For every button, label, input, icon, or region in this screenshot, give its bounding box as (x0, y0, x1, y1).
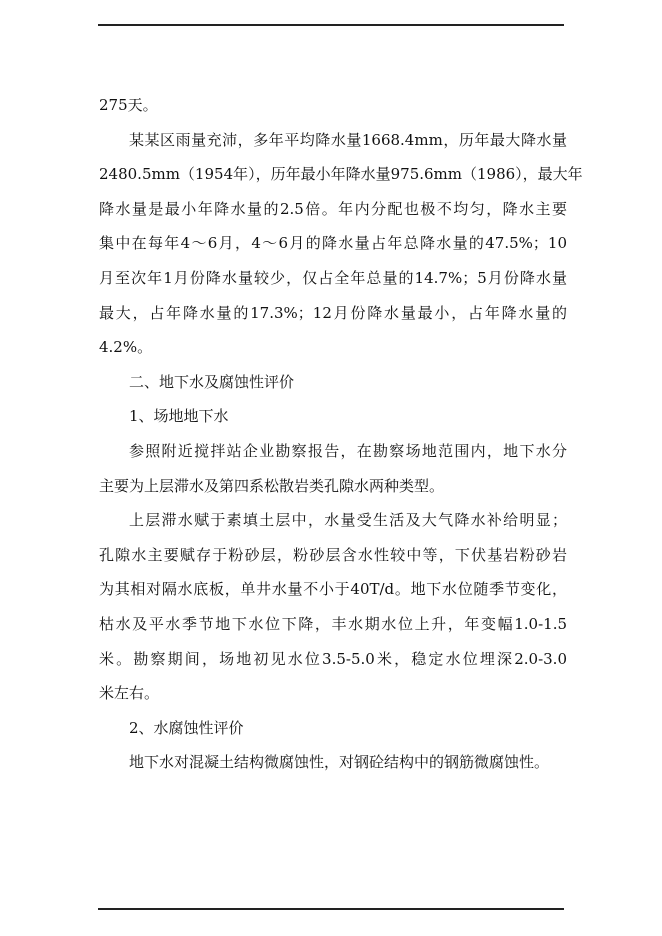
text-line: 275天。 (99, 96, 158, 114)
text-line: 枯水及平水季节地下水位下降，丰水期水位上升，年变幅1.0-1.5 (99, 614, 567, 633)
text-line: 为其相对隔水底板，单井水量不小于40T/d。地下水位随季节变化， (99, 580, 567, 599)
text-line: 上层滞水赋于素填土层中，水量受生活及大气降水补给明显； (129, 511, 567, 530)
text-line: 2480.5mm（1954年），历年最小年降水量975.6mm（1986），最大年 (99, 165, 583, 184)
text-line: 降水量是最小年降水量的2.5倍。年内分配也极不均匀，降水主要 (99, 199, 567, 218)
text-line: 月至次年1月份降水量较少，仅占全年总量的14.7%；5月份降水量 (99, 268, 567, 287)
subsection-heading: 1、场地地下水 (129, 407, 229, 426)
header-rule (98, 24, 564, 26)
text-line: 米左右。 (99, 684, 160, 703)
text-line: 孔隙水主要赋存于粉砂层，粉砂层含水性较中等，下伏基岩粉砂岩 (99, 545, 567, 564)
footer-rule (98, 908, 564, 910)
document-body (99, 88, 583, 780)
text-line: 地下水对混凝土结构微腐蚀性，对钢砼结构中的钢筋微腐蚀性。 (129, 753, 550, 772)
text-line: 4.2%。 (99, 338, 153, 357)
text-line: 主要为上层滞水及第四系松散岩类孔隙水两种类型。 (99, 476, 445, 495)
subsection-heading: 2、水腐蚀性评价 (129, 718, 244, 737)
section-heading: 二、地下水及腐蚀性评价 (129, 372, 295, 391)
text-line: 最大，占年降水量的17.3%；12月份降水量最小，占年降水量的 (99, 303, 567, 322)
text-line: 集中在每年4～6月，4～6月的降水量占年总降水量的47.5%；10 (99, 234, 567, 253)
text-line: 某某区雨量充沛，多年平均降水量1668.4mm，历年最大降水量 (129, 130, 567, 149)
text-line: 参照附近搅拌站企业勘察报告，在勘察场地范围内，地下水分 (129, 441, 567, 460)
text-line: 米。勘察期间，场地初见水位3.5-5.0米，稳定水位埋深2.0-3.0 (99, 649, 567, 668)
